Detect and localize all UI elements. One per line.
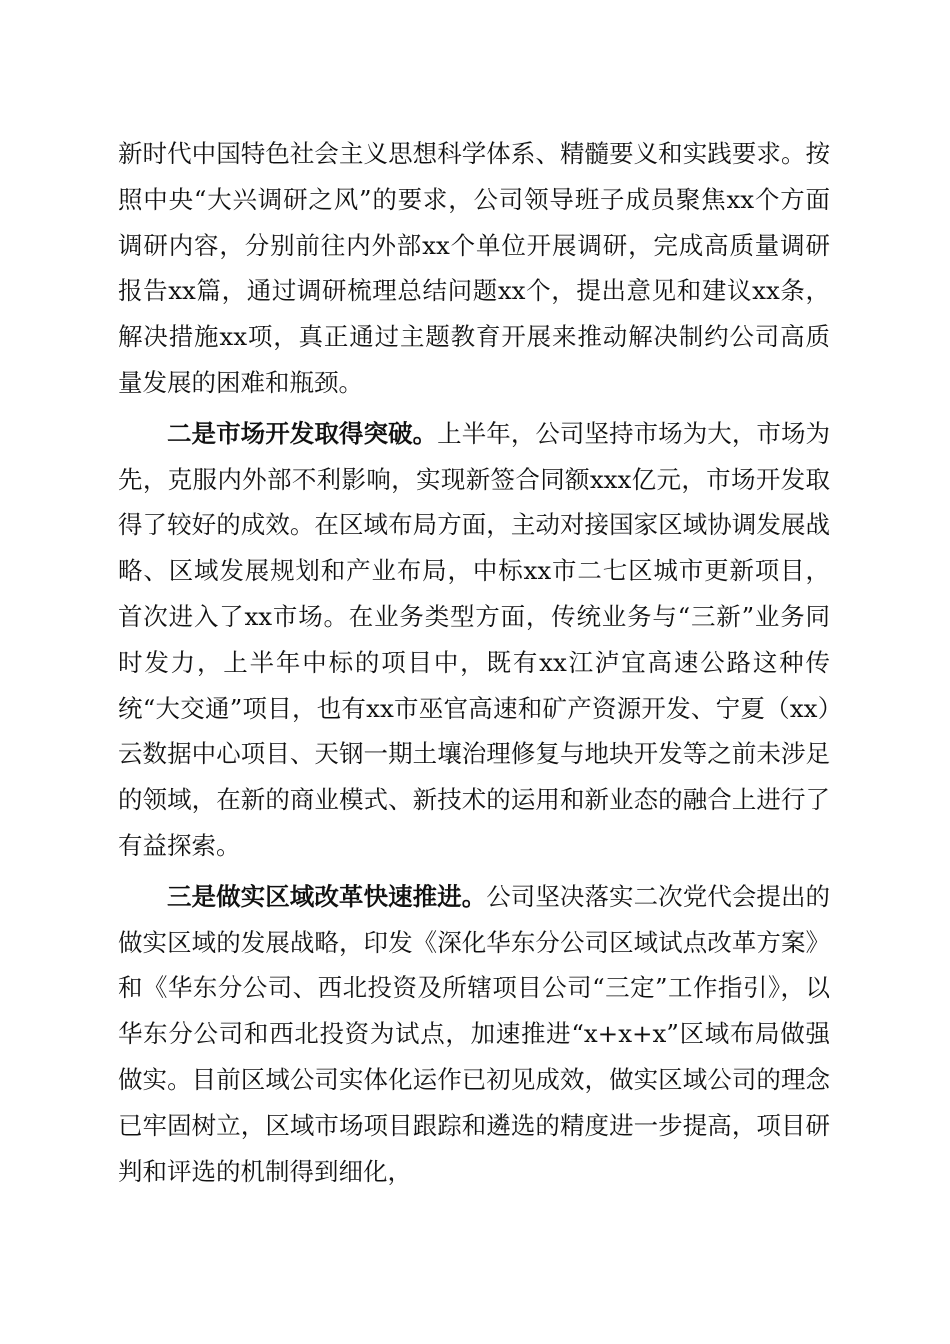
paragraph-regional-reform — [118, 874, 830, 1195]
paragraph-market-development — [118, 411, 830, 869]
document-page — [118, 131, 830, 1194]
paragraph-text: 新时代中国特色社会主义思想科学体系、精髓要义和实践要求。按照中央“大兴调研之风”的要求，公司领导班子成员聚焦xx个方面调研内容，分别前往内外部xx个单位开展调研，完成高质量调研报告xx篇，通过调研梳理总结问题xx个，提出意见和建议xx条，解决措施xx项，真正通过主题教育开展来推动解决制约公司高质量发展的困难和瓶颈。 — [118, 139, 830, 397]
paragraph-text: 公司坚决落实二次党代会提出的做实区域的发展战略，印发《深化华东分公司区域试点改革方案》和《华东分公司、西北投资及所辖项目公司“三定”工作指引》，以华东分公司和西北投资为试点，加速推进“x+x+x”区域布局做强做实。目前区域公司实体化运作已初见成效，做实区域公司的理念已牢固树立，区域市场项目跟踪和遴选的精度进一步提高，项目研判和评选的机制得到细化， — [118, 881, 830, 1186]
paragraph-text: 上半年，公司坚持市场为大，市场为先，克服内外部不利影响，实现新签合同额xxx亿元，市场开发取得了较好的成效。在区域布局方面，主动对接国家区域协调发展战略、区域发展规划和产业布局，中标xx市二七区城市更新项目，首次进入了xx市场。在业务类型方面，传统业务与“三新”业务同时发力，上半年中标的项目中，既有xx江泸宜高速公路这种传统“大交通”项目，也有xx市巫官高速和矿产资源开发、宁夏（xx）云数据中心项目、天钢一期土壤治理修复与地块开发等之前未涉足的领域，在新的商业模式、新技术的运用和新业态的融合上进行了有益探索。 — [118, 418, 831, 860]
paragraph-heading: 二是市场开发取得突破。 — [167, 418, 438, 448]
paragraph-continuation — [118, 131, 830, 406]
paragraph-heading: 三是做实区域改革快速推进。 — [167, 881, 487, 911]
